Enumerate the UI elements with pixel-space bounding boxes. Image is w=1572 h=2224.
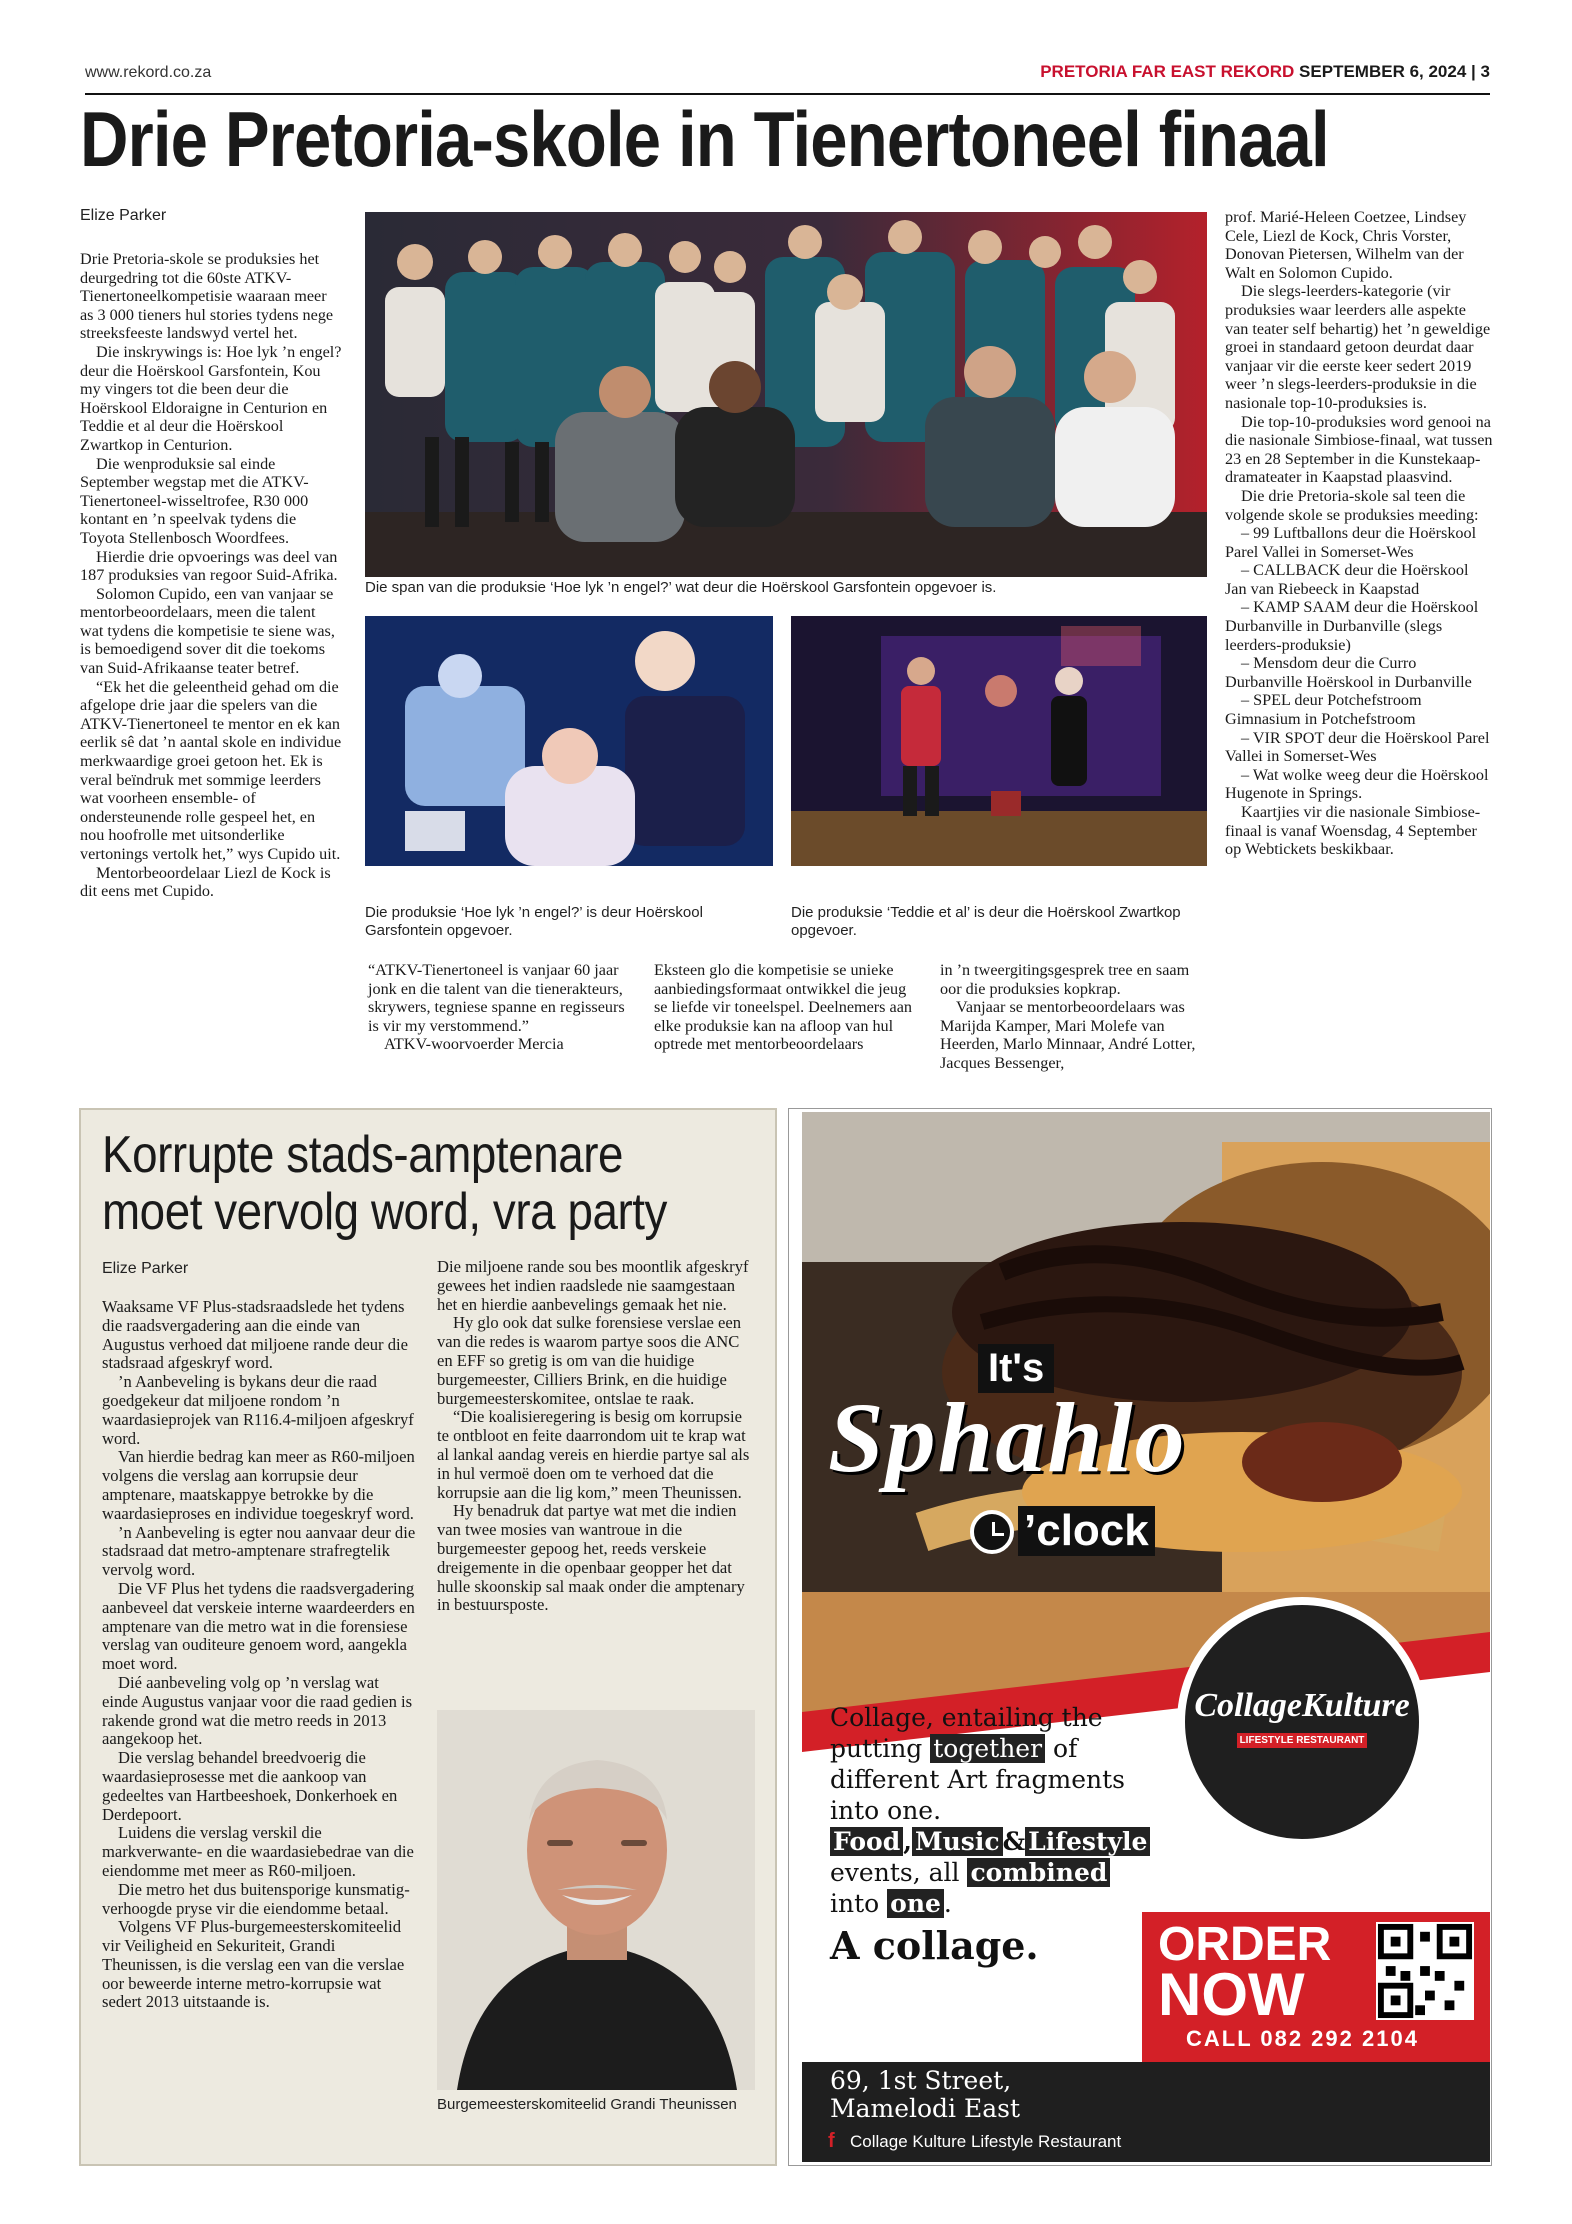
paragraph: “Die koalisieregering is besig om korrupsie te ontbloot en feite daarrondom uit te krap wat al lankal aandag vereis en hierdie partye sal als in hul vermoë doen om te verhoed dat die korrupsie aan die lig kom,” meen Theunissen. <box>437 1407 750 1502</box>
paragraph: Hy benadruk dat partye wat met die indien van twee mosies van wantroue in die burgemeester gepoog het, reeds verskeie dreigemente in die openbaar geopper het dat hulle skoonskip sal maak onder die amptenary in bestuursposte. <box>437 1501 745 1615</box>
paragraph: prof. Marié-Heleen Coetzee, Lindsey Cele, Liezl de Kock, Chris Vorster, Donovan Pietersen, Wilhelm van der Walt en Solomon Cupido. <box>1225 208 1467 282</box>
paragraph: Vanjaar se mentorbeoordelaars was Marijda Kamper, Mari Molefe van Heerden, Marlo Minnaar, André Lotter, Jacques Bessenger, <box>940 998 1196 1072</box>
paragraph: Waaksame VF Plus-stadsraadslede het tydens die raadsvergadering aan die einde van Augustus verhoed dat miljoene rande deur die stadsraad afgeskryf word. <box>102 1297 408 1373</box>
call-number[interactable]: CALL 082 292 2104 <box>1186 2026 1419 2051</box>
issue-date: SEPTEMBER 6, 2024 <box>1299 62 1467 81</box>
group-photo <box>365 212 1207 577</box>
qr-code-icon[interactable] <box>1376 1922 1474 2020</box>
tagline-highlight: Lifestyle <box>1025 1827 1150 1856</box>
paragraph: ’n Aanbeveling is bykans deur die raad goedgekeur dat miljoene rondom ’n waardasieprojek van R116.4-miljoen afgeskryf word. <box>102 1372 414 1448</box>
list-item: – CALLBACK deur die Hoërskool Jan van Riebeeck in Kaapstad <box>1225 561 1469 598</box>
tagline-line-3: different Art fragments <box>830 1765 1125 1794</box>
paragraph: Van hierdie bedrag kan meer as R60-miljoen volgens die verslag aan korrupsie deur amptenare, maatskappye betrokke by die waardasieproses en individue toegeskryf word. <box>102 1447 415 1523</box>
separator: | <box>1471 62 1476 81</box>
paragraph: Die VF Plus het tydens die raadsvergadering aanbeveel dat verskeie interne waardeerders en amptenare van die metro wat in die forensiese verslag van ouditeure genoem word, aangekla moet word. <box>102 1578 415 1674</box>
tagline-line-5 <box>830 1826 1250 1857</box>
facebook-page[interactable]: Collage Kulture Lifestyle Restaurant <box>850 2132 1122 2151</box>
tagline-text: , <box>903 1827 912 1856</box>
tagline-text: . <box>943 1889 952 1918</box>
paragraph: Die miljoene rande sou bes moontlik afgeskryf gewees het indien raadslede nie saamgestaan het en hierdie aanbevelings gemaak het nie. <box>437 1257 749 1314</box>
tagline-text: of <box>1053 1734 1078 1763</box>
paragraph: “ATKV-Tienertoneel is vanjaar 60 jaar jonk en die talent van die tienerakteurs, skrywers, tegniese spanne en regisseurs is vir my verstommend.” <box>368 961 625 1035</box>
article-column-4 <box>940 961 1202 1073</box>
paragraph: Die drie Pretoria-skole sal teen die volgende skole se produksies meeding: <box>1225 486 1479 524</box>
article2-column-2 <box>437 1258 755 1615</box>
portrait-caption: Burgemeesterskomiteelid Grandi Theunissen <box>437 2096 737 2113</box>
photo-caption-right: Die produksie ‘Teddie et al’ is deur die Hoërskool Zwartkop opgevoer. <box>791 904 1181 939</box>
tagline-highlight: Music <box>912 1827 1003 1856</box>
photo-caption-main: Die span van die produksie ‘Hoe lyk ’n engel?’ wat deur die Hoërskool Garsfontein opgevoer is. <box>365 579 997 596</box>
paragraph: Kaartjies vir die nasionale Simbiose-finaal is vanaf Woensdag, 4 September op Webtickets beskikbaar. <box>1225 803 1481 859</box>
stage-photo-garsfontein <box>365 616 773 866</box>
tagline-highlight: one <box>887 1889 944 1918</box>
paragraph: Hierdie drie opvoerings was deel van 187 produksies van regoor Suid-Afrika. <box>80 547 338 585</box>
tagline-highlight: combined <box>967 1858 1110 1887</box>
paragraph: Luidens die verslag verskil die markverwante- en die waardasiebedrae van die eiendomme met meer as R60-miljoen. <box>102 1823 414 1880</box>
photo-caption-left: Die produksie ‘Hoe lyk ’n engel?’ is deur Hoërskool Garsfontein opgevoer. <box>365 904 703 939</box>
publication-name: PRETORIA FAR EAST REKORD <box>1040 62 1295 81</box>
tagline-line-1: Collage, entailing the <box>830 1703 1103 1732</box>
tagline-line-8: A collage. <box>830 1923 1039 1968</box>
clock-icon <box>970 1510 1014 1554</box>
paragraph: Die verslag behandel breedvoerig die waardasieprosesse met die aankoop van gedeeltes van Hartbeeshoek, Donkerhoek en Derdepoort. <box>102 1748 398 1824</box>
address-line-1: 69, 1st Street, <box>830 2066 1012 2095</box>
list-item: – KAMP SAAM deur die Hoërskool Durbanville in Durbanville (slegs leerders-produksie) <box>1225 598 1479 654</box>
article-byline: Elize Parker <box>80 207 167 224</box>
list-item: – Wat wolke weeg deur die Hoërskool Hugenote in Springs. <box>1225 765 1489 803</box>
portrait-photo-image <box>437 1710 755 2090</box>
order-now-button[interactable] <box>1142 1912 1490 2062</box>
list-item: – Mensdom deur die Curro Durbanville Hoërskool in Durbanville <box>1225 654 1472 691</box>
paragraph: Die top-10-produksies word genooi na die nasionale Simbiose-finaal, wat tussen 23 en 28 September in die Kunstekaap-dramateater in Kaapstad plaasvind. <box>1225 412 1493 487</box>
stage-photo-zwartkop-image <box>791 616 1207 866</box>
page-header <box>85 58 1490 92</box>
paragraph: “Ek het die geleentheid gehad om die afgelope drie jaar die spelers van die ATKV-Tienertoneel te mentor en ek kan eerlik sê dat ’n aantal skole en individue merkwaardige groei getoon het. Ek is veral beïndruk met sommige leerders wat voorheen ensemble- of ondersteunende rolle gespeel het, en nou hoofrolle met uitsonderlike vertonings vertolk het,” wys Cupido uit. <box>80 677 342 863</box>
stage-photo-zwartkop <box>791 616 1207 866</box>
article-headline: Drie Pretoria-skole in Tienertoneel finaal <box>80 95 1329 183</box>
list-item: – VIR SPOT deur die Hoërskool Parel Vallei in Somerset-Wes <box>1225 728 1490 766</box>
facebook-icon: f <box>828 2130 835 2152</box>
paragraph: Die slegs-leerders-kategorie (vir produksies waar leerders alle aspekte van teater self behartig) het ’n geweldige groei in standaard getoon deurdat daar vanjaar vir die eerste keer sedert 2019 weer ’n slegs-leerders-produksie in die nasionale top-10-produksies is. <box>1225 282 1491 412</box>
article2-headline-line2: moet vervolg word, vra party <box>102 1183 667 1241</box>
stage-photo-garsfontein-image <box>365 616 773 866</box>
paragraph: Mentorbeoordelaar Liezl de Kock is dit eens met Cupido. <box>80 863 331 901</box>
tagline-text: events, all <box>830 1858 960 1887</box>
order-label: ORDER <box>1158 1918 1332 1971</box>
tagline-line-4: into one. <box>830 1796 942 1825</box>
paragraph: Die inskrywings is: Hoe lyk ’n engel? deur die Hoërskool Garsfontein, Kou my vingers tot die been deur die Hoërskool Eldoraigne in Centurion en Teddie et al deur die Hoërskool Zwartkop in Centurion. <box>80 342 342 454</box>
paragraph: Eksteen glo die kompetisie se unieke aanbiedingsformaat ontwikkel die jeug se liefde vir toneelspel. Deelnemers aan elke produksie kan na afloop van hul optrede met mentorbeoordelaars <box>654 961 912 1054</box>
ad-oclock: ’clock <box>1018 1506 1155 1556</box>
group-photo-image <box>365 212 1207 577</box>
site-url[interactable]: www.rekord.co.za <box>85 64 212 81</box>
paragraph: Solomon Cupido, een van vanjaar se mentorbeoordelaars, meen die talent wat tydens die kompetisie te siene was, is bemoedigend sover dit die toekoms van Suid-Afrikaanse teater betref. <box>80 584 335 678</box>
article-column-3 <box>654 961 916 1054</box>
paragraph: Drie Pretoria-skole se produksies het deurgedring tot die 60ste ATKV-Tienertoneelkompetisie waaraan meer as 3 000 tieners hul stories tydens nege streeksfeeste landswyd vertel het. <box>80 250 334 343</box>
ad-address <box>830 2067 1020 2123</box>
paragraph: ATKV-woorvoerder Mercia <box>384 1035 564 1054</box>
tagline-line-6 <box>830 1857 1250 1888</box>
paragraph: Hy glo ook dat sulke forensiese verslae een van die redes is waarom partye soos die ANC en EFF so gretig is om van die huidige burgemeester, Cilliers Brink, en die huidige burgemeesterskomitee, ontslae te raak. <box>437 1313 741 1408</box>
tagline-highlight: together <box>930 1734 1045 1763</box>
article-column-5 <box>1225 208 1493 859</box>
paragraph: Die wenproduksie sal einde September wegstap met die ATKV-Tienertoneel-wisseltrofee, R30 000 kontant en ’n speelvak tydens die Toyota Stellenbosch Woordfees. <box>80 454 309 547</box>
tagline-text: & <box>1002 1827 1026 1856</box>
tagline-line-2 <box>830 1733 1250 1764</box>
paragraph: in ’n tweergitingsgesprek tree en saam oor die produksies kopkrap. <box>940 961 1190 998</box>
article-column-2 <box>368 961 630 1054</box>
portrait-photo <box>437 1710 755 2090</box>
tagline-highlight: Food <box>830 1827 903 1856</box>
advert[interactable] <box>802 1112 1490 2162</box>
paragraph: Die metro het dus buitensporige kunsmatig-verhoogde pryse vir die eiendomme betaal. <box>102 1879 410 1918</box>
article2-column-1 <box>102 1298 416 2012</box>
ad-its: It's <box>978 1344 1054 1393</box>
now-label: NOW <box>1158 1961 1305 2028</box>
article2-byline: Elize Parker <box>102 1260 189 1277</box>
qr-code-pattern <box>1376 1922 1474 2020</box>
list-item: – SPEL deur Potchefstroom Gimnasium in Potchefstroom <box>1225 691 1422 729</box>
paragraph: ’n Aanbeveling is egter nou aanvaar deur die stadsraad dat metro-amptenare strafregtelik vervolg word. <box>102 1522 416 1580</box>
publication-info <box>1040 62 1490 82</box>
list-item: – 99 Luftballons deur die Hoërskool Parel Vallei in Somerset-Wes <box>1225 524 1477 561</box>
page-number: 3 <box>1480 62 1490 81</box>
tagline-text: putting <box>830 1734 923 1763</box>
paragraph: Volgens VF Plus-burgemeesterskomiteelid vir Veiligheid en Sekuriteit, Grandi Theunissen, is die verslag een van die verslae oor beweerde interne metro-korrupsie wat sedert 2013 uitstaande is. <box>102 1917 405 2012</box>
brand-subtitle: LIFESTYLE RESTAURANT <box>1237 1733 1367 1748</box>
brand-name: CollageKulture <box>1194 1687 1410 1724</box>
tagline-text: into <box>830 1889 880 1918</box>
ad-sphahlo: Sphahlo <box>828 1382 1187 1493</box>
paragraph: Dié aanbeveling volg op ’n verslag wat einde Augustus vanjaar voor die raad gedien is rakende grond wat die metro reeds in 2013 aangekoop het. <box>102 1672 413 1749</box>
article-column-1 <box>80 250 342 901</box>
article2-headline-line1: Korrupte stads-amptenare <box>102 1126 624 1184</box>
address-line-2: Mamelodi East <box>830 2094 1021 2123</box>
